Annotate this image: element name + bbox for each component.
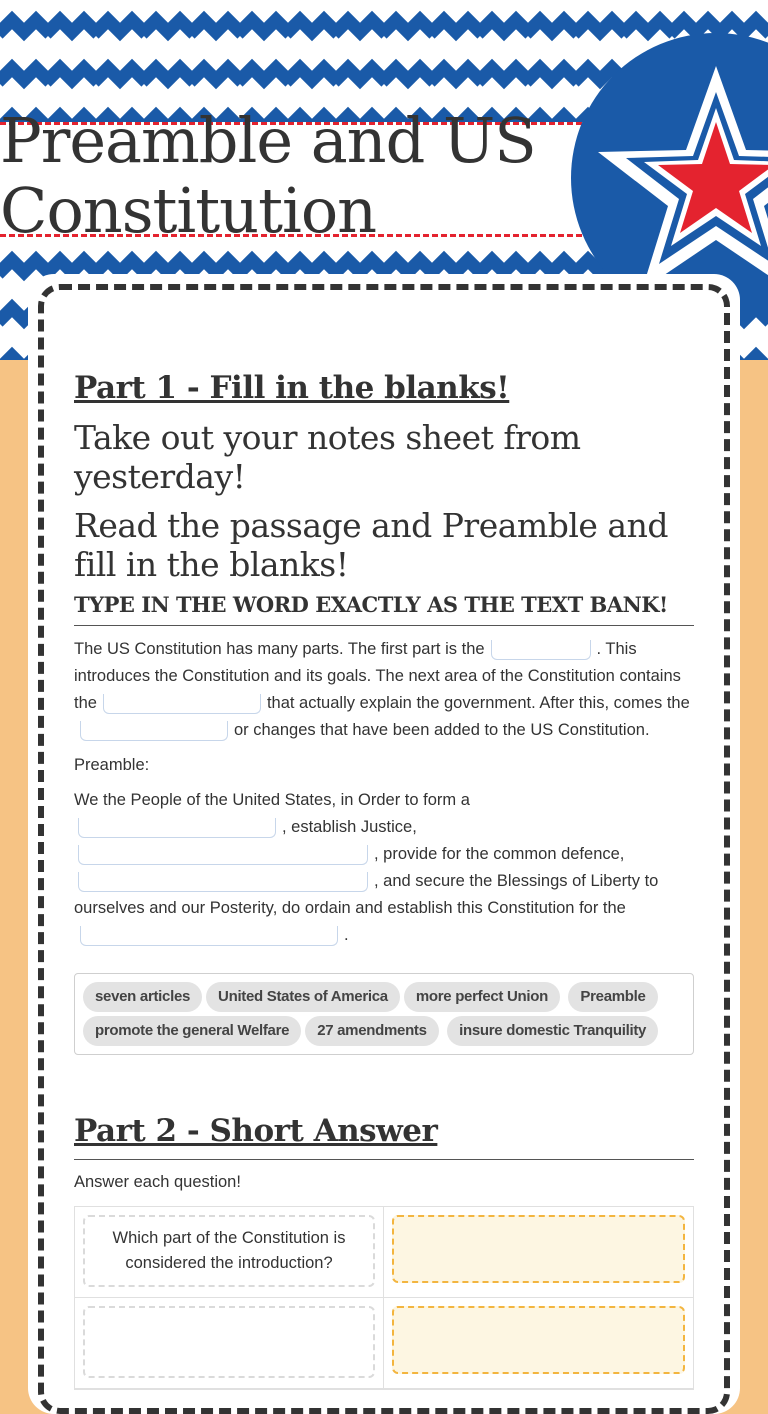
word-chip[interactable]: insure domestic Tranquility [447,1016,658,1046]
word-chip[interactable]: seven articles [83,982,202,1012]
word-chip[interactable]: United States of America [206,982,400,1012]
answer-cell [384,1207,693,1297]
passage-s2: . This introduces the Constitution and its goals. The next area of the Constitution contains the [74,640,681,712]
preamble-paragraph [74,787,694,949]
word-bank [74,973,694,1055]
blank-input[interactable] [78,845,368,865]
answer-input[interactable] [392,1215,685,1283]
preamble-p3: , provide for the common defence, [374,845,625,863]
blank-input[interactable] [78,872,368,892]
question-cell [75,1298,384,1388]
caps-note: TYPE IN THE WORD EXACTLY AS THE TEXT BANK! [74,592,694,626]
question-table [74,1206,694,1390]
part2-instruction: Answer each question! [74,1173,241,1191]
blank-input[interactable] [80,721,228,741]
passage-s4: or changes that have been added to the US Constitution. [234,721,650,739]
preamble-p4: , and secure the Blessings of Liberty to ourselves and our Posterity, do ordain and establish this Constitution for the [74,872,659,917]
question-text [83,1306,375,1378]
word-chip[interactable]: more perfect Union [404,982,560,1012]
question-row [75,1298,693,1389]
question-cell [75,1207,384,1297]
worksheet-content [74,360,694,1390]
preamble-p1: We the People of the United States, in Order to form a [74,791,470,809]
preamble-p2: , establish Justice, [282,818,417,836]
word-chip[interactable]: promote the general Welfare [83,1016,301,1046]
blank-input[interactable] [78,818,276,838]
word-chip[interactable]: Preamble [568,982,657,1012]
blank-input[interactable] [80,926,338,946]
part2-heading: Part 2 - Short Answer [74,1111,694,1160]
instruction-read: Read the passage and Preamble and fill in the blanks! [74,506,668,584]
passage-s1: The US Constitution has many parts. The first part is the [74,640,485,658]
preamble-p5: . [344,926,349,944]
answer-cell [384,1298,693,1388]
blank-input[interactable] [103,694,261,714]
part1-heading: Part 1 - Fill in the blanks! [74,370,510,406]
passage-s3: that actually explain the government. After this, comes the [266,694,690,712]
answer-input[interactable] [392,1306,685,1374]
passage-paragraph [74,636,694,744]
blank-input[interactable] [491,640,591,660]
word-chip[interactable]: 27 amendments [305,1016,438,1046]
question-row [75,1207,693,1298]
question-text: Which part of the Constitution is considered the introduction? [83,1215,375,1287]
instruction-notes: Take out your notes sheet from yesterday! [74,418,581,496]
preamble-label: Preamble: [74,756,150,774]
page-title: Preamble and US Constitution [0,104,536,247]
